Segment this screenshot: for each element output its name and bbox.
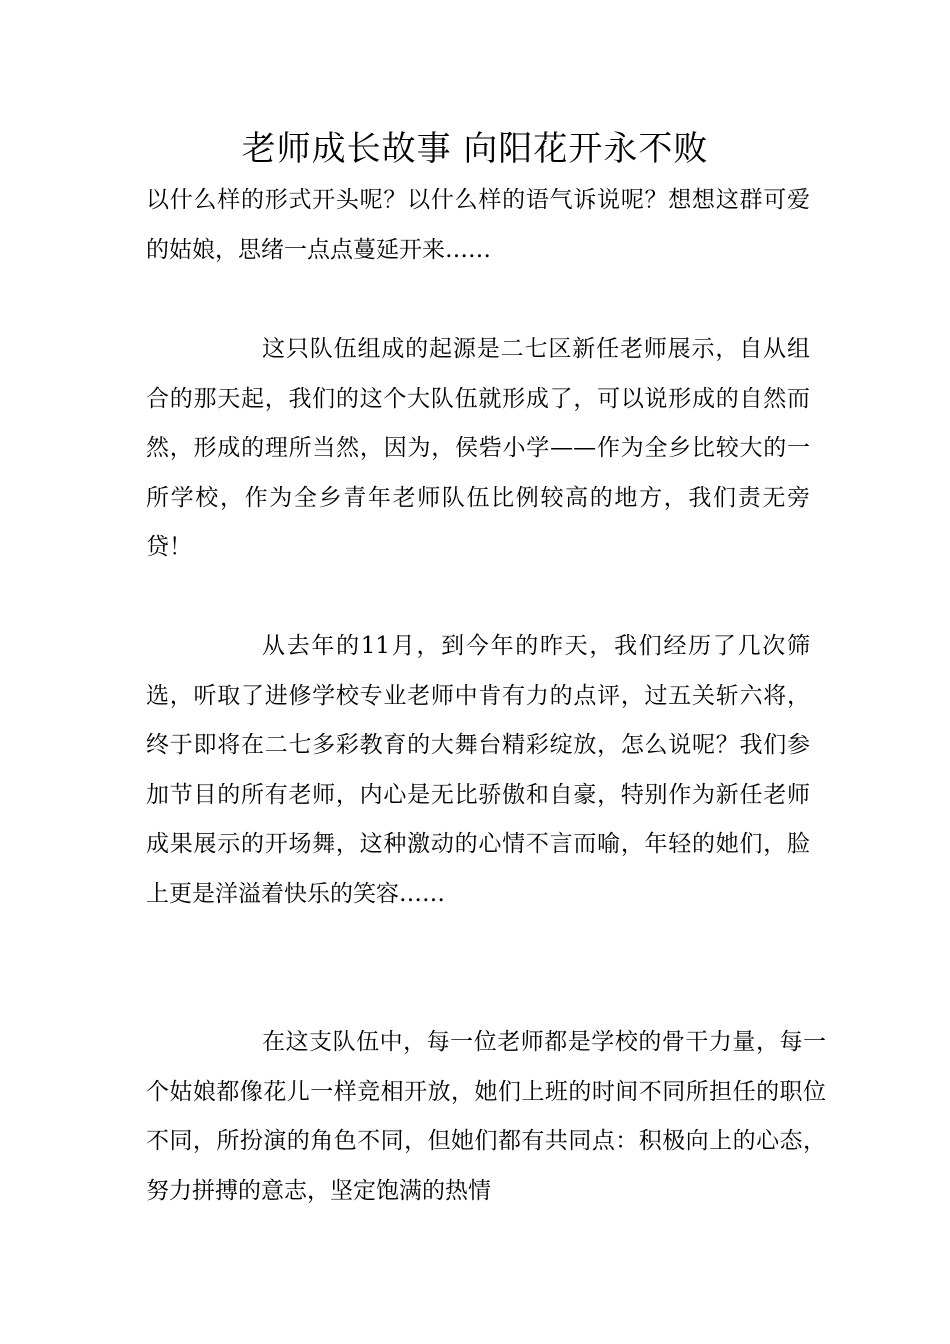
paragraph-team-origin: 这只队伍组成的起源是二七区新任老师展示，自从组合的那天起，我们的这个大队伍就形成了，可以说形成的自然而然，形成的理所当然，因为，侯砦小学——作为全乡比较大的一所学校，作为全乡青年老师队伍比例较高的地方，我们责无旁贷！ [146, 336, 810, 560]
paragraph-selection-journey: 从去年的11月，到今年的昨天，我们经历了几次筛选，听取了进修学校专业老师中肯有力的点评，过五关斩六将，终于即将在二七多彩教育的大舞台精彩绽放，怎么说呢？我们参加节目的所有老师，内心是无比骄傲和自豪，特别作为新任老师成果展示的开场舞，这种激动的心情不言而喻，年轻的她们，脸上更是洋溢着快乐的笑容…… [146, 633, 810, 907]
paragraph-intro: 以什么样的形式开头呢？以什么样的语气诉说呢？想想这群可爱的姑娘，思绪一点点蔓延开来…… [146, 187, 810, 263]
document-title: 老师成长故事 向阳花开永不败 [241, 129, 709, 169]
paragraph-team-members: 在这支队伍中，每一位老师都是学校的骨干力量，每一个姑娘都像花儿一样竞相开放，她们上班的时间不同所担任的职位不同，所扮演的角色不同，但她们都有共同点：积极向上的心态，努力拼搏的意志，坚定饱满的热情 [146, 1029, 826, 1204]
